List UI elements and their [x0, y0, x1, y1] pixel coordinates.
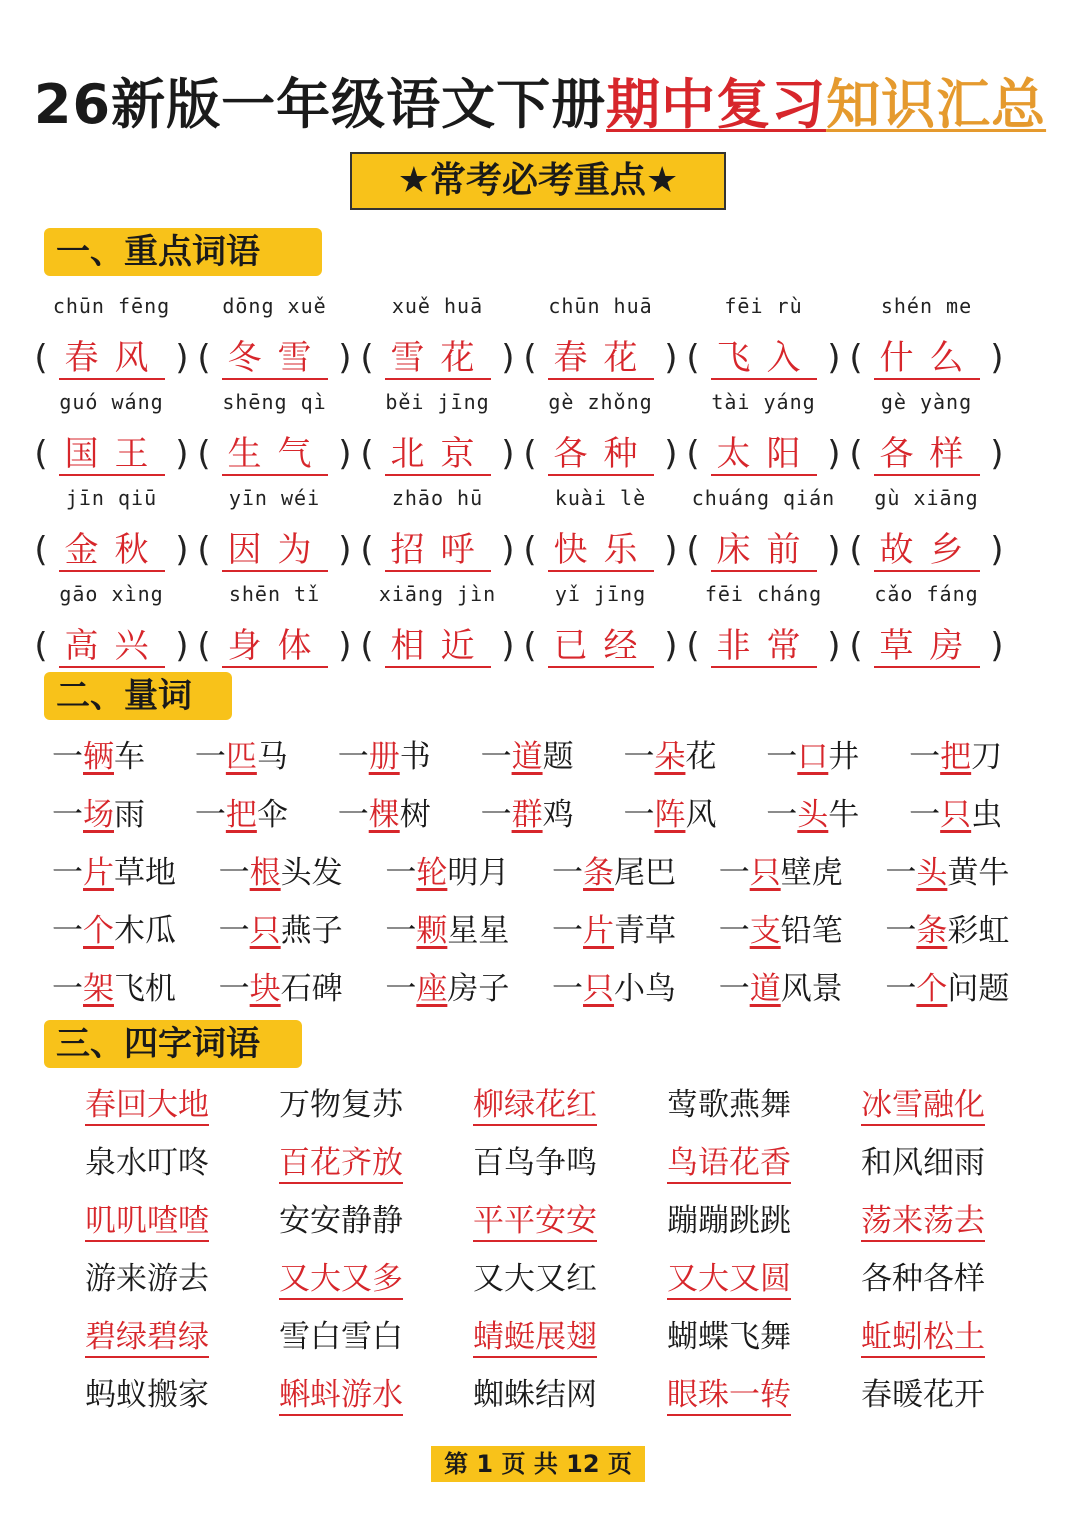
measure-item	[481, 789, 624, 834]
measure-noun: 小鸟	[614, 970, 677, 1007]
idiom-cell	[826, 1079, 1020, 1124]
idiom-cell	[826, 1311, 1020, 1356]
vocab-word: 草房	[874, 626, 980, 668]
measure-noun: 书	[399, 738, 431, 775]
measure-noun: 青草	[614, 912, 677, 949]
pinyin-cell: cǎo fáng	[874, 582, 979, 606]
pinyin-row	[30, 282, 1050, 330]
measure-prefix: 一	[909, 738, 941, 775]
vocab-word: 相近	[385, 626, 491, 668]
idiom-cell	[632, 1137, 826, 1182]
pinyin-cell: guó wáng	[59, 390, 164, 414]
measure-item	[52, 731, 195, 776]
idiom-text: 百鸟争鸣	[473, 1144, 597, 1181]
measure-noun: 问题	[947, 970, 1010, 1007]
idiom-text: 泉水叮咚	[85, 1144, 209, 1181]
measure-noun: 鸡	[542, 796, 574, 833]
measure-word: 只	[249, 912, 281, 949]
measure-prefix: 一	[337, 796, 369, 833]
word-cell: ( 冬雪 )	[197, 337, 352, 378]
word-cell: ( 身体 )	[197, 625, 352, 666]
measure-noun: 燕子	[280, 912, 343, 949]
idiom-row	[50, 1130, 1040, 1188]
measure-word: 颗	[416, 912, 448, 949]
measure-prefix: 一	[480, 738, 512, 775]
measure-prefix: 一	[552, 854, 584, 891]
pinyin-cell: tài yáng	[711, 390, 816, 414]
idiom-text: 蝴蝶飞舞	[667, 1318, 791, 1355]
idiom-cell	[438, 1195, 632, 1240]
section-measure-heading: 二、量词	[44, 672, 232, 720]
measure-item	[719, 847, 886, 892]
word-cell: ( 非常 )	[686, 625, 841, 666]
measure-word: 头	[797, 796, 829, 833]
measure-prefix: 一	[52, 738, 83, 775]
word-row	[30, 618, 1050, 666]
idiom-text: 碧绿碧绿	[85, 1319, 209, 1358]
word-cell: ( 北京 )	[360, 433, 515, 474]
pinyin-cell: gù xiāng	[874, 486, 979, 510]
pinyin-cell: zhāo hū	[391, 486, 484, 510]
word-cell: ( 生气 )	[197, 433, 352, 474]
measure-noun: 题	[542, 738, 574, 775]
idiom-text: 雪白雪白	[279, 1318, 403, 1355]
page-footer: 第 1 页 共 12 页	[431, 1446, 645, 1482]
measure-word: 阵	[654, 796, 686, 833]
pinyin-cell: běi jīng	[385, 390, 490, 414]
measure-prefix: 一	[718, 970, 750, 1007]
vocab-word: 金秋	[59, 530, 165, 572]
measure-item	[766, 789, 909, 834]
idiom-row	[50, 1072, 1040, 1130]
measure-prefix: 一	[385, 912, 417, 949]
idioms-grid	[50, 1072, 1040, 1420]
word-cell: ( 各种 )	[523, 433, 678, 474]
measure-word: 辆	[83, 738, 114, 775]
measure-noun: 星星	[447, 912, 510, 949]
measure-noun: 车	[114, 738, 145, 775]
measure-noun: 雨	[114, 796, 145, 833]
measure-prefix: 一	[52, 796, 83, 833]
measure-item	[385, 905, 552, 950]
measure-item	[623, 731, 766, 776]
vocab-word: 身体	[222, 626, 328, 668]
vocab-word: 因为	[222, 530, 328, 572]
measure-word: 根	[249, 854, 281, 891]
idiom-cell	[244, 1253, 438, 1298]
section-idioms-heading: 三、四字词语	[44, 1020, 302, 1068]
idiom-text: 各种各样	[861, 1260, 985, 1297]
word-cell: ( 床前 )	[686, 529, 841, 570]
word-cell: ( 草房 )	[849, 625, 1004, 666]
measure-item	[719, 963, 886, 1008]
measure-noun: 尾巴	[614, 854, 677, 891]
measure-prefix: 一	[885, 912, 917, 949]
measure-noun: 黄牛	[947, 854, 1010, 891]
pinyin-cell: shēn tǐ	[228, 582, 321, 606]
measure-prefix: 一	[766, 796, 798, 833]
idiom-text: 蜻蜓展翅	[473, 1319, 597, 1358]
measure-noun: 井	[828, 738, 860, 775]
measure-item	[219, 847, 386, 892]
measure-prefix: 一	[337, 738, 369, 775]
idiom-cell	[50, 1195, 244, 1240]
vocab-word: 太阳	[711, 434, 817, 476]
vocab-word: 快乐	[548, 530, 654, 572]
measure-item	[909, 789, 1052, 834]
measure-word: 座	[416, 970, 448, 1007]
pinyin-cell: gè yàng	[880, 390, 973, 414]
idiom-cell	[50, 1253, 244, 1298]
pinyin-row	[30, 378, 1050, 426]
measure-item	[52, 789, 195, 834]
idiom-cell	[826, 1369, 1020, 1414]
idiom-text: 冰雪融化	[861, 1087, 985, 1126]
measure-item	[719, 905, 886, 950]
pinyin-cell: chūn huā	[548, 294, 653, 318]
word-cell: ( 春风 )	[34, 337, 189, 378]
word-cell: ( 雪花 )	[360, 337, 515, 378]
idiom-cell	[438, 1137, 632, 1182]
pinyin-cell: xiāng jìn	[378, 582, 497, 606]
measure-prefix: 一	[52, 854, 83, 891]
measure-prefix: 一	[885, 854, 917, 891]
measure-item	[385, 963, 552, 1008]
measure-prefix: 一	[218, 970, 250, 1007]
measure-prefix: 一	[885, 970, 917, 1007]
measure-item	[338, 789, 481, 834]
idiom-cell	[244, 1137, 438, 1182]
measure-word: 朵	[654, 738, 686, 775]
pinyin-cell: jīn qiū	[65, 486, 158, 510]
measure-word: 头	[916, 854, 948, 891]
pinyin-cell: dōng xuě	[222, 294, 327, 318]
measure-noun: 壁虎	[780, 854, 843, 891]
measure-noun: 风	[685, 796, 717, 833]
idiom-cell	[632, 1253, 826, 1298]
section-vocab-heading: 一、重点词语	[44, 228, 322, 276]
pinyin-row	[30, 474, 1050, 522]
measure-word: 把	[940, 738, 972, 775]
pinyin-cell: yīn wéi	[228, 486, 321, 510]
pinyin-cell: gāo xìng	[59, 582, 164, 606]
title-main: 26新版一年级语文下册	[33, 73, 607, 136]
measure-prefix: 一	[718, 854, 750, 891]
vocab-word: 故乡	[874, 530, 980, 572]
word-cell: ( 国王 )	[34, 433, 189, 474]
pinyin-cell: fēi rù	[724, 294, 803, 318]
word-cell: ( 因为 )	[197, 529, 352, 570]
key-points-badge: ★常考必考重点★	[350, 152, 726, 210]
measure-word: 片	[583, 912, 615, 949]
word-cell: ( 已经 )	[523, 625, 678, 666]
idiom-text: 安安静静	[279, 1202, 403, 1239]
idiom-text: 和风细雨	[861, 1144, 985, 1181]
idiom-cell	[632, 1079, 826, 1124]
word-cell: ( 招呼 )	[360, 529, 515, 570]
pinyin-cell: chūn fēng	[52, 294, 171, 318]
word-cell: ( 金秋 )	[34, 529, 189, 570]
measure-noun: 明月	[447, 854, 510, 891]
word-row	[30, 522, 1050, 570]
title-orange: 知识汇总	[826, 73, 1047, 136]
idiom-text: 蚯蚓松土	[861, 1319, 985, 1358]
measure-item	[623, 789, 766, 834]
measure-item	[338, 731, 481, 776]
measure-noun: 虫	[971, 796, 1003, 833]
pinyin-cell: chuáng qián	[691, 486, 836, 510]
idiom-text: 又大又红	[473, 1260, 597, 1297]
idiom-cell	[826, 1253, 1020, 1298]
pinyin-cell: shēng qì	[222, 390, 327, 414]
vocab-word: 床前	[711, 530, 817, 572]
measure-prefix: 一	[623, 796, 655, 833]
measure-item	[885, 847, 1052, 892]
pinyin-cell: yǐ jīng	[554, 582, 647, 606]
idiom-text: 春回大地	[85, 1087, 209, 1126]
measure-noun: 伞	[256, 796, 288, 833]
idiom-row	[50, 1304, 1040, 1362]
measure-prefix: 一	[385, 970, 417, 1007]
measure-prefix: 一	[552, 912, 584, 949]
measure-prefix: 一	[194, 796, 226, 833]
idiom-text: 鸟语花香	[667, 1145, 791, 1184]
idiom-cell	[438, 1369, 632, 1414]
title-red: 期中复习	[606, 73, 827, 136]
measure-noun: 花	[685, 738, 717, 775]
measure-item	[219, 905, 386, 950]
idiom-text: 眼珠一转	[667, 1377, 791, 1416]
measure-item	[552, 847, 719, 892]
idiom-cell	[50, 1369, 244, 1414]
measure-row	[52, 840, 1052, 898]
idiom-text: 莺歌燕舞	[667, 1086, 791, 1123]
idiom-cell	[438, 1311, 632, 1356]
measure-prefix: 一	[909, 796, 941, 833]
vocab-word: 国王	[59, 434, 165, 476]
idiom-cell	[826, 1137, 1020, 1182]
measure-noun: 飞机	[114, 970, 176, 1007]
measure-word: 个	[916, 970, 948, 1007]
word-cell: ( 快乐 )	[523, 529, 678, 570]
idiom-cell	[50, 1311, 244, 1356]
measure-word: 群	[511, 796, 543, 833]
measure-item	[885, 963, 1052, 1008]
measure-word: 棵	[368, 796, 400, 833]
vocab-word: 已经	[548, 626, 654, 668]
idiom-text: 万物复苏	[279, 1086, 403, 1123]
vocab-word: 冬雪	[222, 338, 328, 380]
measure-item	[52, 905, 219, 950]
idiom-text: 蜘蛛结网	[473, 1376, 597, 1413]
measure-noun: 树	[399, 796, 431, 833]
measure-prefix: 一	[552, 970, 584, 1007]
word-cell: ( 春花 )	[523, 337, 678, 378]
vocab-word: 春风	[59, 338, 165, 380]
pinyin-cell: xuě huā	[391, 294, 484, 318]
measure-prefix: 一	[52, 970, 83, 1007]
measure-prefix: 一	[218, 912, 250, 949]
measure-item	[385, 847, 552, 892]
measure-row	[52, 782, 1052, 840]
measure-word: 道	[749, 970, 781, 1007]
idiom-cell	[244, 1079, 438, 1124]
measure-prefix: 一	[480, 796, 512, 833]
measure-item	[52, 963, 219, 1008]
idiom-text: 荡来荡去	[861, 1203, 985, 1242]
vocab-word: 各样	[874, 434, 980, 476]
measure-item	[909, 731, 1052, 776]
idiom-text: 平平安安	[473, 1203, 597, 1242]
word-cell: ( 太阳 )	[686, 433, 841, 474]
word-cell: ( 高兴 )	[34, 625, 189, 666]
measure-item	[195, 789, 338, 834]
measure-noun: 石碑	[280, 970, 343, 1007]
pinyin-row	[30, 570, 1050, 618]
measure-noun: 草地	[114, 854, 176, 891]
measure-noun: 风景	[780, 970, 843, 1007]
measure-item	[766, 731, 909, 776]
word-cell: ( 什么 )	[849, 337, 1004, 378]
idiom-cell	[50, 1079, 244, 1124]
vocab-word: 雪花	[385, 338, 491, 380]
measure-item	[52, 847, 219, 892]
vocab-word: 什么	[874, 338, 980, 380]
idiom-cell	[50, 1137, 244, 1182]
measure-noun: 马	[256, 738, 288, 775]
measure-noun: 木瓜	[114, 912, 176, 949]
measure-word: 轮	[416, 854, 448, 891]
measure-noun: 牛	[828, 796, 860, 833]
measure-prefix: 一	[385, 854, 417, 891]
measure-item	[552, 905, 719, 950]
vocab-word: 各种	[548, 434, 654, 476]
vocab-word: 招呼	[385, 530, 491, 572]
idiom-cell	[632, 1369, 826, 1414]
measure-item	[195, 731, 338, 776]
idiom-text: 叽叽喳喳	[85, 1203, 209, 1242]
idiom-text: 游来游去	[85, 1260, 209, 1297]
measure-prefix: 一	[718, 912, 750, 949]
idiom-text: 蚂蚁搬家	[85, 1376, 209, 1413]
idiom-text: 百花齐放	[279, 1145, 403, 1184]
idiom-row	[50, 1246, 1040, 1304]
pinyin-cell: shén me	[880, 294, 973, 318]
vocab-grid	[30, 282, 1050, 666]
vocab-word: 非常	[711, 626, 817, 668]
page-title	[0, 62, 1080, 139]
measure-item	[552, 963, 719, 1008]
vocab-word: 北京	[385, 434, 491, 476]
idiom-text: 春暖花开	[861, 1376, 985, 1413]
idiom-cell	[244, 1311, 438, 1356]
idiom-text: 又大又多	[279, 1261, 403, 1300]
measure-prefix: 一	[623, 738, 655, 775]
word-cell: ( 各样 )	[849, 433, 1004, 474]
measure-noun: 铅笔	[780, 912, 843, 949]
pinyin-cell: fēi cháng	[704, 582, 823, 606]
idiom-cell	[438, 1253, 632, 1298]
idiom-text: 蝌蚪游水	[279, 1377, 403, 1416]
word-row	[30, 330, 1050, 378]
vocab-word: 春花	[548, 338, 654, 380]
measure-prefix: 一	[194, 738, 226, 775]
measure-row	[52, 898, 1052, 956]
measure-noun: 头发	[280, 854, 343, 891]
measure-word: 场	[83, 796, 114, 833]
measure-item	[219, 963, 386, 1008]
measure-word: 只	[940, 796, 972, 833]
measure-prefix: 一	[218, 854, 250, 891]
measure-word: 道	[511, 738, 543, 775]
vocab-word: 生气	[222, 434, 328, 476]
measure-word: 架	[83, 970, 114, 1007]
word-cell: ( 故乡 )	[849, 529, 1004, 570]
word-row	[30, 426, 1050, 474]
measure-grid	[52, 724, 1052, 1014]
idiom-cell	[826, 1195, 1020, 1240]
measure-noun: 刀	[971, 738, 1003, 775]
measure-item	[885, 905, 1052, 950]
pinyin-cell: kuài lè	[554, 486, 647, 510]
idiom-cell	[632, 1311, 826, 1356]
measure-word: 只	[749, 854, 781, 891]
idiom-text: 又大又圆	[667, 1261, 791, 1300]
measure-item	[481, 731, 624, 776]
idiom-cell	[244, 1195, 438, 1240]
idiom-cell	[244, 1369, 438, 1414]
idiom-cell	[632, 1195, 826, 1240]
measure-word: 块	[249, 970, 281, 1007]
measure-row	[52, 724, 1052, 782]
measure-word: 个	[83, 912, 114, 949]
measure-word: 匹	[225, 738, 257, 775]
vocab-word: 高兴	[59, 626, 165, 668]
idiom-row	[50, 1362, 1040, 1420]
idiom-cell	[438, 1079, 632, 1124]
measure-word: 条	[583, 854, 615, 891]
measure-noun: 彩虹	[947, 912, 1010, 949]
idiom-row	[50, 1188, 1040, 1246]
measure-word: 口	[797, 738, 829, 775]
measure-prefix: 一	[766, 738, 798, 775]
measure-prefix: 一	[52, 912, 83, 949]
measure-word: 条	[916, 912, 948, 949]
pinyin-cell: gè zhǒng	[548, 390, 653, 414]
word-cell: ( 相近 )	[360, 625, 515, 666]
measure-word: 片	[83, 854, 114, 891]
measure-word: 把	[225, 796, 257, 833]
measure-word: 只	[583, 970, 615, 1007]
measure-word: 册	[368, 738, 400, 775]
idiom-text: 蹦蹦跳跳	[667, 1202, 791, 1239]
vocab-word: 飞入	[711, 338, 817, 380]
measure-noun: 房子	[447, 970, 510, 1007]
measure-word: 支	[749, 912, 781, 949]
measure-row	[52, 956, 1052, 1014]
idiom-text: 柳绿花红	[473, 1087, 597, 1126]
word-cell: ( 飞入 )	[686, 337, 841, 378]
